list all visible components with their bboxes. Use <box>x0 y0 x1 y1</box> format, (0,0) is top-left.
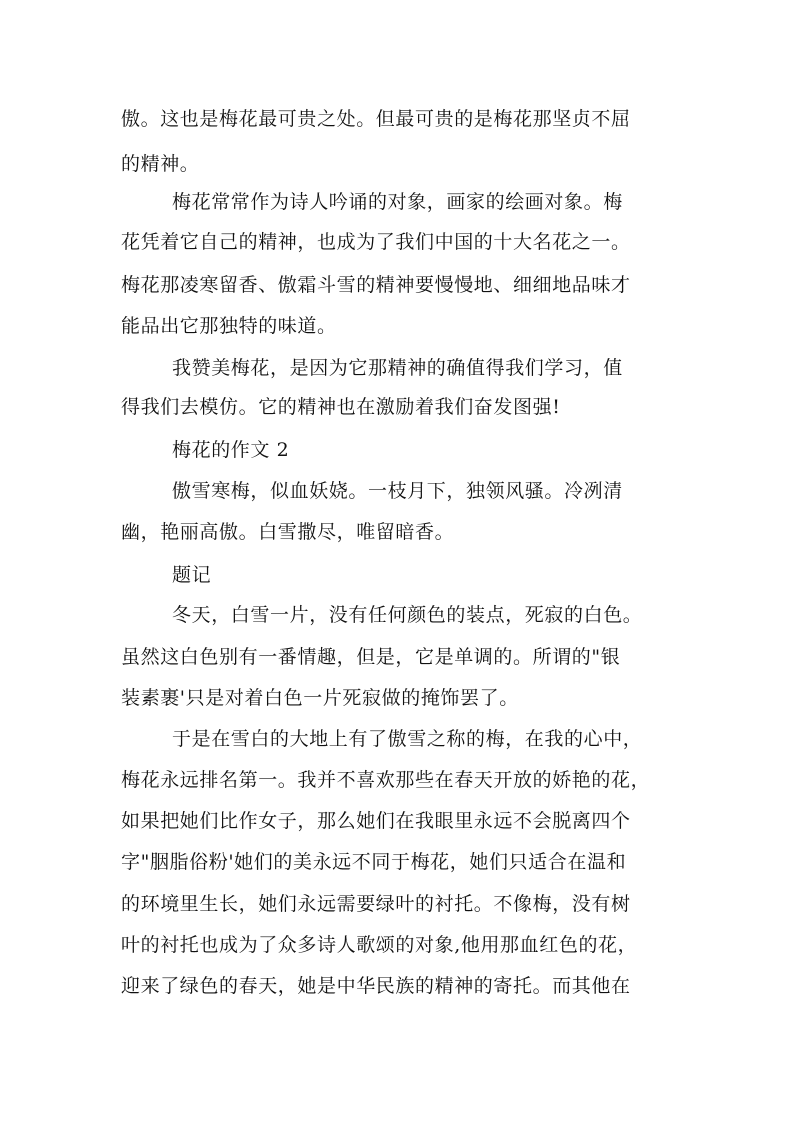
text-line: 题记 <box>172 564 212 586</box>
text-line: 字"胭脂俗粉'她们的美永远不同于梅花，她们只适合在温和 <box>121 851 627 873</box>
text-line: 梅花那凌寒留香、傲霜斗雪的精神要慢慢地、细细地品味才 <box>121 274 631 296</box>
text-line: 虽然这白色别有一番情趣，但是，它是单调的。所谓的"银 <box>121 646 621 668</box>
text-line: 傲雪寒梅，似血妖娆。一枝月下，独领风骚。冷冽清 <box>172 480 623 502</box>
text-line: 迎来了绿色的春天，她是中华民族的精神的寄托。而其他在 <box>121 975 631 997</box>
text-line: 花凭着它自己的精神，也成为了我们中国的十大名花之一。 <box>121 231 631 253</box>
text-line: 幽，艳丽高傲。白雪撒尽，唯留暗香。 <box>121 521 455 543</box>
text-line: 叶的衬托也成为了众多诗人歌颂的对象,他用那血红色的花， <box>121 934 638 956</box>
text-line: 能品出它那独特的味道。 <box>121 315 337 337</box>
text-line: 梅花常常作为诗人吟诵的对象，画家的绘画对象。梅 <box>172 191 623 213</box>
text-line: 的精神。 <box>121 153 200 175</box>
text-line: 我赞美梅花，是因为它那精神的确值得我们学习，值 <box>172 357 623 379</box>
text-line: 冬天，白雪一片，没有任何颜色的装点，死寂的白色。 <box>172 604 643 626</box>
text-line: 于是在雪白的大地上有了傲雪之称的梅，在我的心中， <box>172 728 643 750</box>
text-line: 得我们去模仿。它的精神也在激励着我们奋发图强! <box>121 396 561 418</box>
text-line: 傲。这也是梅花最可贵之处。但最可贵的是梅花那坚贞不屈 <box>121 108 631 130</box>
text-line: 如果把她们比作女子，那么她们在我眼里永远不会脱离四个 <box>121 810 631 832</box>
text-line: 装素裹'只是对着白色一片死寂做的掩饰罢了。 <box>121 687 519 709</box>
section-heading: 梅花的作文 2 <box>172 439 290 461</box>
text-line: 的环境里生长，她们永远需要绿叶的衬托。不像梅，没有树 <box>121 893 631 915</box>
text-line: 梅花永远排名第一。我并不喜欢那些在春天开放的娇艳的花， <box>121 769 651 791</box>
